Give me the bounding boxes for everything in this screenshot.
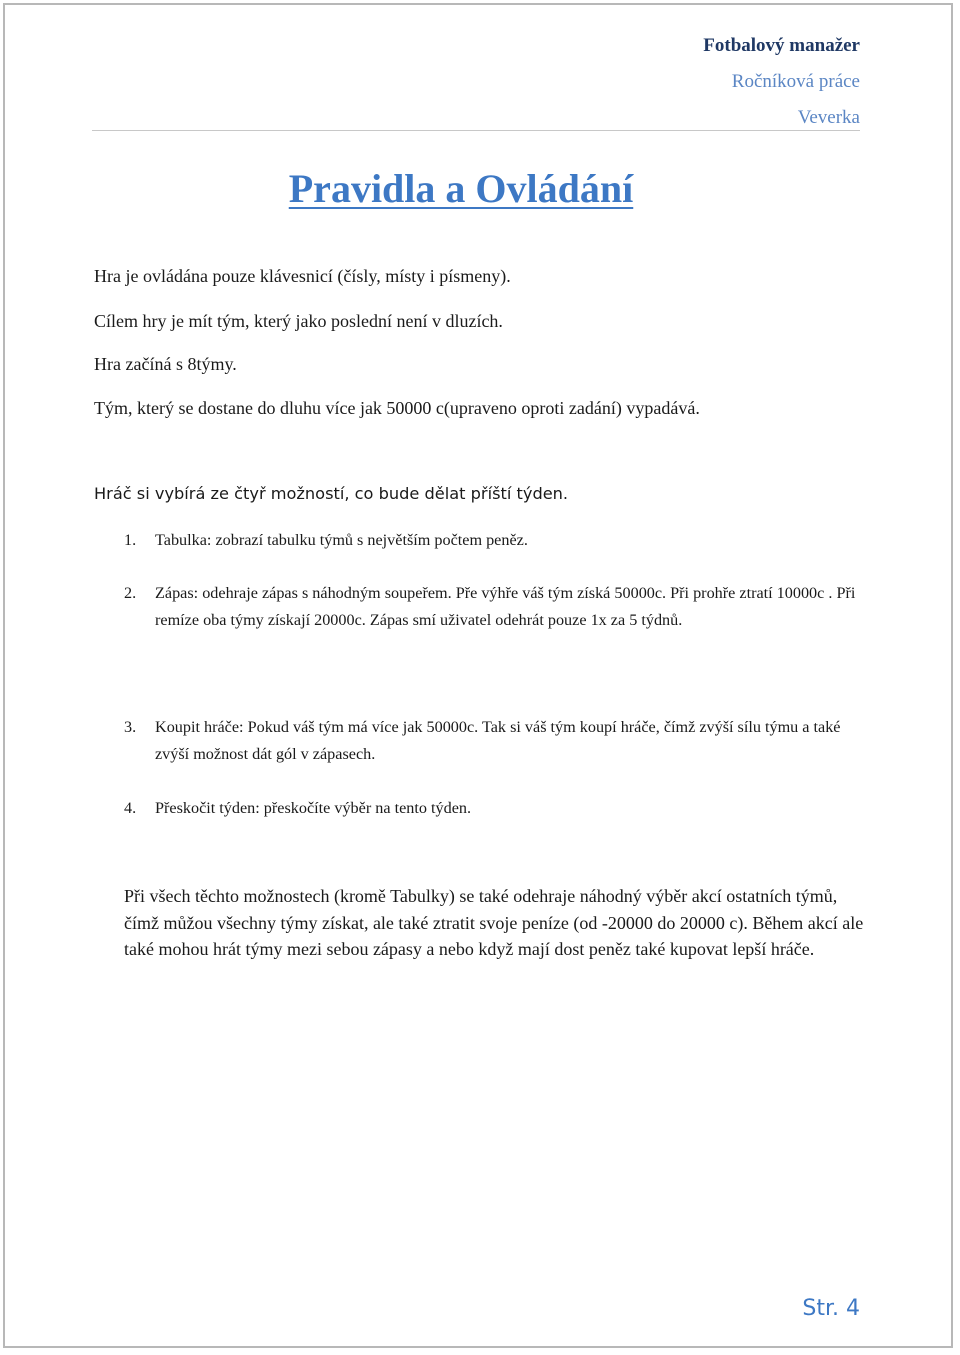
option-item xyxy=(124,527,864,554)
option-text-continued: Tak si váš tým koupí hráče, čímž zvýší sílu týmu a také zvýší možnost dát gól v zápasech. xyxy=(155,718,841,763)
choice-intro: Hráč si vybírá ze čtyř možností, co bude dělat příští týden. xyxy=(94,484,569,503)
intro-line-2: Cílem hry je mít tým, který jako poslední není v dluzích. xyxy=(94,311,503,331)
option-number: 1. xyxy=(124,531,137,549)
header-divider xyxy=(92,130,860,131)
option-item xyxy=(124,795,864,822)
option-text: Přeskočit týden: přeskočíte výběr na tento týden. xyxy=(155,799,472,817)
header-author: Veverka xyxy=(797,107,860,128)
option-number: 3. xyxy=(124,718,137,736)
option-text: Zápas: odehraje zápas s náhodným soupeřem. Pře výhře váš tým získá 50000c. Při prohře ztratí 10000c . Při remíze oba týmy získají 20000c. Zápas smí uživatel odehrát pouze 1x za 5 týdnů. xyxy=(155,584,856,629)
option-item xyxy=(124,580,864,634)
option-number: 4. xyxy=(124,799,137,817)
intro-line-4: Tým, který se dostane do dluhu více jak 50000 c(upraveno oproti zadání) vypadává. xyxy=(94,398,700,418)
option-text: Tabulka: zobrazí tabulku týmů s největším počtem peněz. xyxy=(155,531,528,549)
header-subtitle: Ročníková práce xyxy=(731,71,860,92)
page-number: Str. 4 xyxy=(802,1296,860,1321)
page-title: Pravidla a Ovládání xyxy=(288,166,634,211)
intro-line-3: Hra začíná s 8týmy. xyxy=(94,354,237,374)
intro-line-1: Hra je ovládána pouze klávesnicí (čísly, místy i písmeny). xyxy=(94,266,511,286)
option-text: Koupit hráče: Pokud váš tým má více jak 50000c. xyxy=(155,718,479,736)
option-number: 2. xyxy=(124,584,137,602)
option-item xyxy=(124,714,864,768)
document-header xyxy=(703,28,860,136)
header-title: Fotbalový manažer xyxy=(703,35,860,56)
closing-paragraph: Při všech těchto možnostech (kromě Tabulky) se také odehraje náhodný výběr akcí ostatních týmů, čímž můžou všechny týmy získat, ale také ztratit svoje peníze (od -20000 do 20000 c). Během akcí ale také mohou hrát týmy mezi sebou zápasy a nebo když mají dost peněz také kupovat lepší hráče. xyxy=(124,886,864,959)
